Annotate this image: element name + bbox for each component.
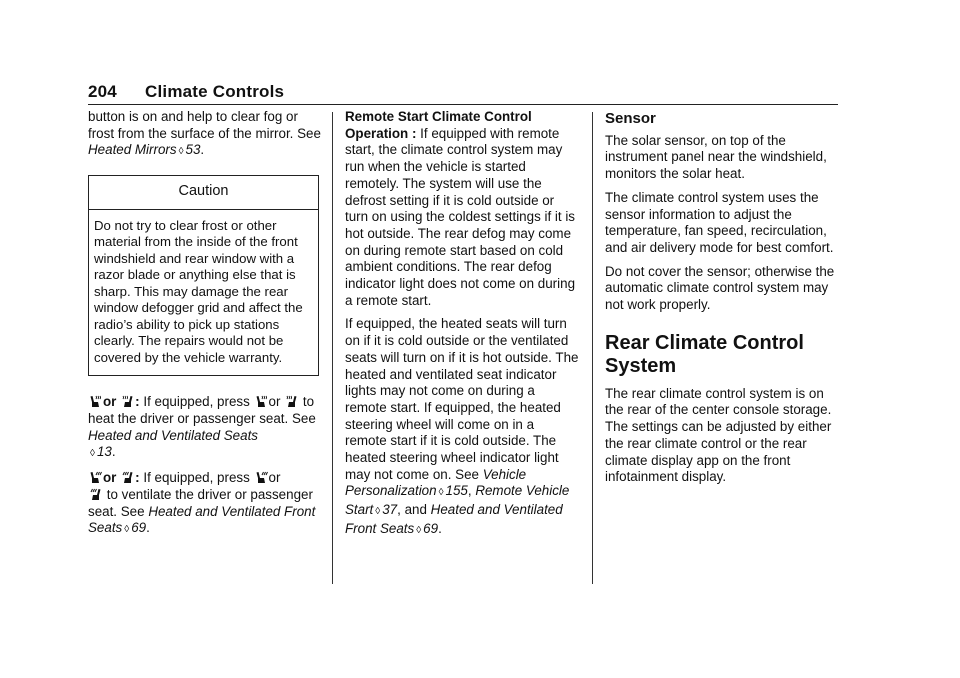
- mirror-paragraph: button is on and help to clear fog or frost from the surface of the mirror. See Heated Mirrors ◊ 53.: [88, 109, 321, 158]
- caution-body: Do not try to clear frost or other material from the inside of the front windshield and rear window with a razor blade or anything else that is sharp. This may damage the rear window defogger grid and affect the radio’s ability to pick up stations clearly. The repairs would not be covered by the vehicle warranty.: [94, 217, 303, 365]
- heated-seat-driver-icon: [89, 395, 102, 408]
- page-ref-arrow: ◊: [178, 146, 184, 158]
- vehicle-personalization-link[interactable]: Vehicle Personalization: [345, 466, 527, 499]
- column-1: [88, 109, 322, 546]
- page-ref-arrow: ◊: [416, 524, 422, 536]
- page-ref[interactable]: 53: [185, 142, 201, 158]
- sensor-paragraph-3: Do not cover the sensor; otherwise the automatic climate control system may not work properly.: [605, 263, 835, 313]
- ventilated-seat-passenger-icon: [89, 488, 102, 501]
- page-header: [88, 82, 838, 105]
- remote-start-paragraph: Remote Start Climate Control Operation : If equipped with remote start, the climate control system may run when the vehicle is started remotely. The system will use the defrost setting if it is cold outside or turn on using the coldest settings if it is hot outside. The rear defog may come on during remote start based on cold ambient conditions. The rear defog indicator light does not come on during a remote start.: [345, 109, 576, 308]
- page-ref[interactable]: 13: [96, 444, 112, 460]
- page-ref[interactable]: 155: [445, 483, 468, 499]
- heated-seat-passenger-icon: [285, 395, 298, 408]
- ventilated-seat-driver-icon: [89, 471, 102, 484]
- sensor-heading: Sensor: [605, 110, 656, 127]
- sensor-paragraph-1: The solar sensor, on top of the instrument panel near the windshield, monitors the solar heat.: [605, 132, 827, 182]
- heated-seat-paragraph: or : If equipped, press or to heat the driver or passenger seat. See Heated and Ventilated Seats ◊ 13.: [88, 394, 316, 460]
- ventilated-seat-paragraph: or : If equipped, press or to ventilate the driver or passenger seat. See Heated and Ventilated Front Seats ◊ 69.: [88, 470, 316, 536]
- page-ref-arrow: ◊: [375, 506, 381, 518]
- page-ref-arrow: ◊: [90, 448, 95, 460]
- sensor-paragraph-2: The climate control system uses the sensor information to adjust the temperature, fan speed, recirculation, and air delivery mode for best comfort.: [605, 189, 834, 255]
- remote-vehicle-start-link[interactable]: Remote Vehicle Start: [345, 483, 570, 518]
- column-2: [345, 109, 579, 547]
- page-ref[interactable]: 37: [382, 502, 398, 518]
- column-divider-left: [332, 112, 333, 584]
- page-number: 204: [88, 82, 117, 101]
- page-ref-arrow: ◊: [438, 487, 444, 499]
- heated-mirrors-link[interactable]: Heated Mirrors: [88, 142, 177, 158]
- chapter-title: Climate Controls: [145, 82, 285, 101]
- remote-start-heading: Remote Start Climate Control Operation :: [345, 109, 532, 141]
- ventilated-seat-driver-icon: [255, 471, 268, 484]
- rear-climate-paragraph: The rear climate control system is on the rear of the center console storage. The settings can be adjusted by either the rear climate control or the rear climate display app on the front infotainment display.: [605, 385, 832, 485]
- heated-ventilated-seats-link[interactable]: Heated and Ventilated Seats: [88, 427, 258, 443]
- page-ref-arrow: ◊: [124, 524, 130, 536]
- caution-title: Caution: [89, 176, 318, 210]
- page-ref[interactable]: 69: [131, 520, 147, 536]
- heated-seat-passenger-icon: [121, 395, 134, 408]
- column-divider-right: [592, 112, 593, 584]
- caution-box: [88, 175, 319, 376]
- remote-seats-paragraph: If equipped, the heated seats will turn on if it is cold outside or the ventilated seats will turn on if it is hot outside. The heated and ventilated seat indicator lights may not come on during a remote start. If equipped, the heated steering wheel will come on in a remote start if it is cold outside. The heated steering wheel indicator light may not come on. See Vehicle Personalization ◊ 155, Remote Vehicle Start ◊ 37, and Heated and Ventilated Front Seats ◊ 69.: [345, 316, 579, 536]
- heated-ventilated-front-seats-link[interactable]: Heated and Ventilated Front Seats: [345, 502, 563, 536]
- heated-ventilated-front-seats-link[interactable]: Heated and Ventilated Front Seats: [88, 503, 316, 536]
- ventilated-seat-passenger-icon: [121, 471, 134, 484]
- page-ref[interactable]: 69: [423, 520, 439, 536]
- column-3: [605, 109, 841, 493]
- heated-seat-driver-icon: [255, 395, 268, 408]
- rear-climate-heading: Rear Climate Control System: [605, 331, 804, 377]
